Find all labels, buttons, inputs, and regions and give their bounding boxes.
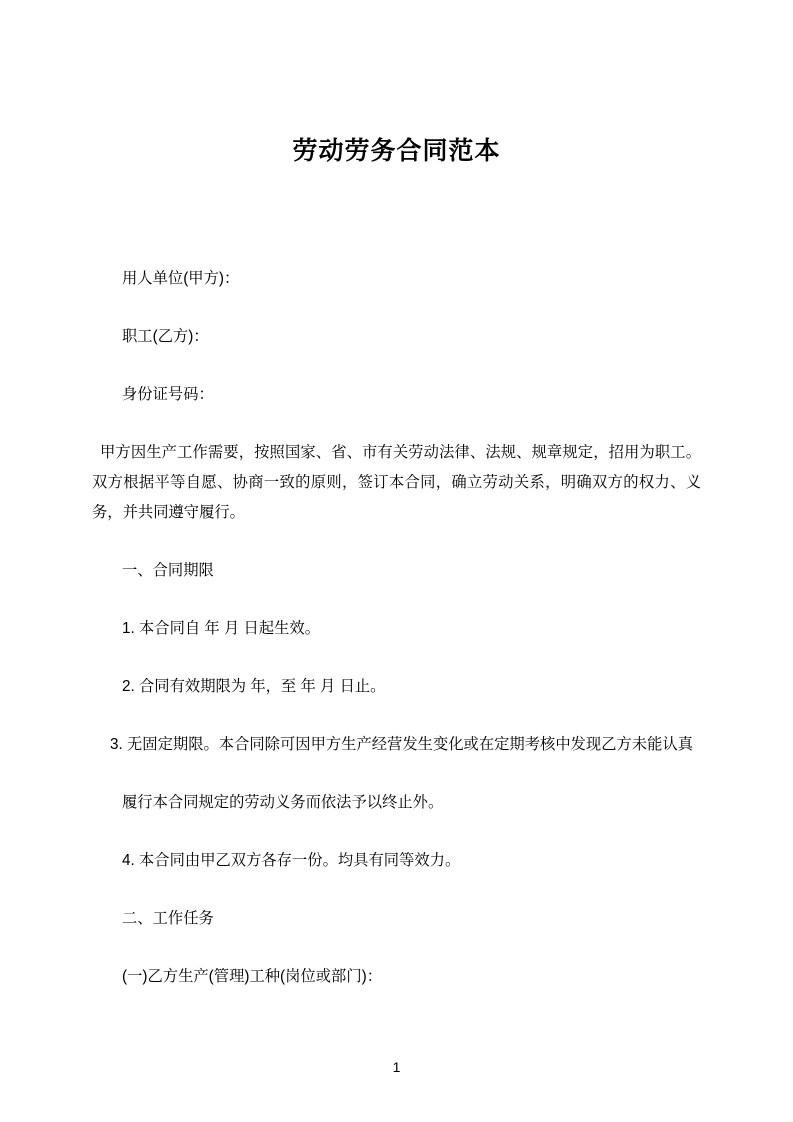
page-title: 劳动劳务合同范本 — [292, 137, 501, 165]
paragraph-clause-1-4: 4. 本合同由甲乙双方各存一份。均具有同等效力。 — [122, 852, 461, 869]
page-number: 1 — [392, 1059, 401, 1075]
paragraph-clause-1-3-continued: 履行本合同规定的劳动义务而依法予以终止外。 — [122, 794, 444, 811]
paragraph-clause-1-1: 1. 本合同自 年 月 日起生效。 — [122, 620, 321, 637]
paragraph-id-number: 身份证号码： — [122, 386, 214, 403]
paragraph-employee: 职工(乙方)： — [122, 328, 209, 345]
heading-section-1: 一、合同期限 — [122, 562, 214, 579]
paragraph-clause-1-3: 3. 无固定期限。本合同除可因甲方生产经营发生变化或在定期考核中发现乙方未能认真 — [110, 736, 693, 753]
paragraph-preamble: 甲方因生产工作需要，按照国家、省、市有关劳动法律、法规、规章规定，招用为职工。双方根据平等自愿、协商一致的原则，签订本合同，确立劳动关系，明确双方的权力、义务，并共同遵守履行。 — [92, 444, 701, 521]
document-body — [92, 264, 701, 992]
paragraph-clause-1-2: 2. 合同有效期限为 年，至 年 月 日止。 — [122, 678, 386, 695]
paragraph-employer: 用人单位(甲方)： — [122, 270, 240, 287]
paragraph-clause-2-1: (一)乙方生产(管理)工种(岗位或部门)： — [122, 968, 383, 985]
heading-section-2: 二、工作任务 — [122, 910, 214, 927]
